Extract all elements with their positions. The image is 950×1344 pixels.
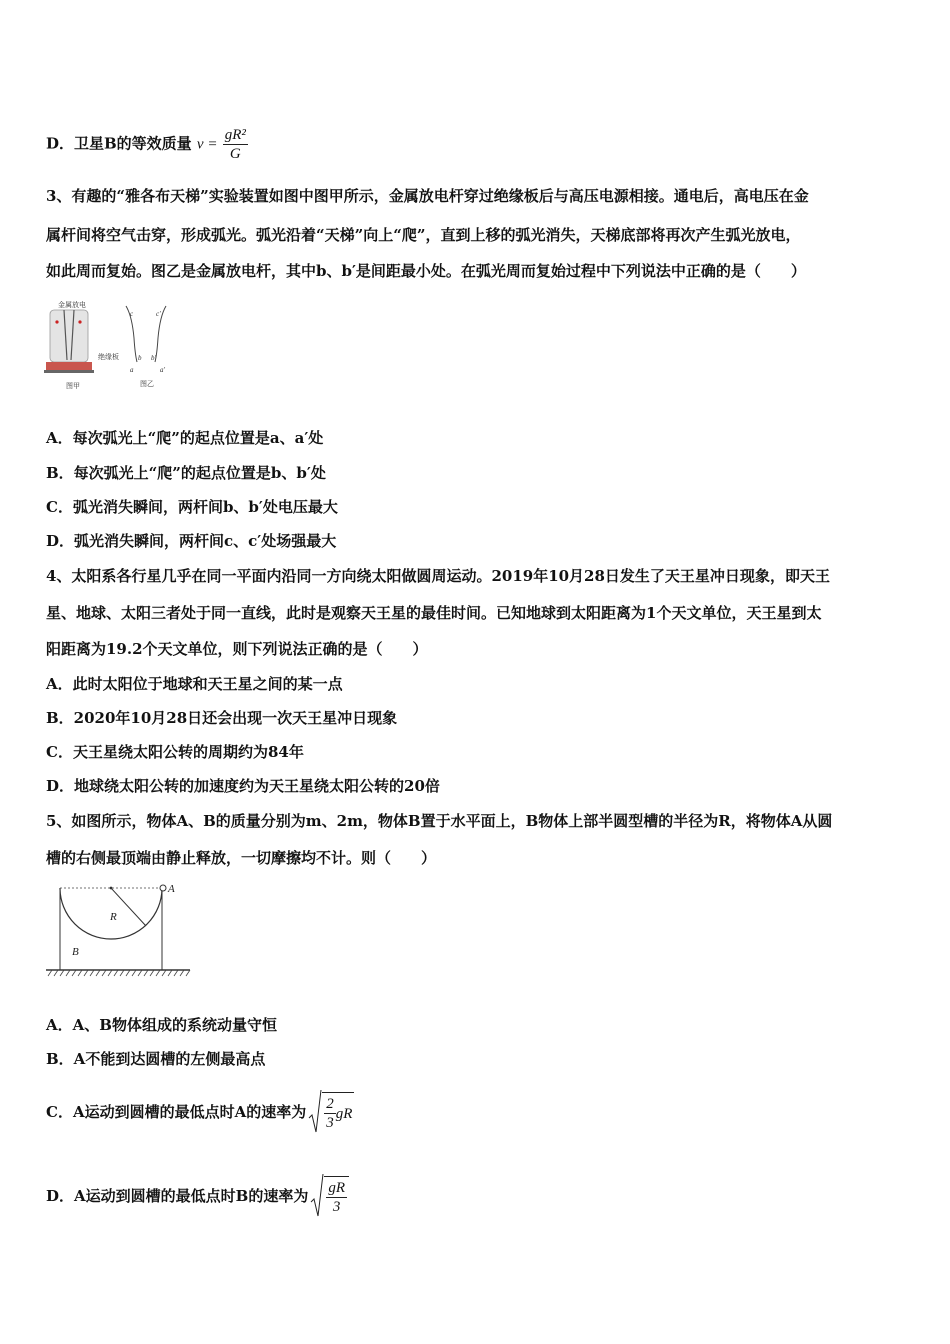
q3-figure (42, 298, 182, 396)
q4-line-2: 星、地球、太阳三者处于同一直线，此时是观察天王星的最佳时间。已知地球到太阳距离为1个天文单位，天王星到太 (46, 604, 822, 622)
label-A: A (168, 883, 175, 895)
q5-option-d (46, 1172, 349, 1220)
q5-line-2: 槽的右侧最顶端由静止释放，一切摩擦均不计。则（ ） (46, 849, 437, 867)
q3-option-a: A．每次弧光上“爬”的起点位置是a、a′处 (46, 429, 324, 447)
q3-option-b: B．每次弧光上“爬”的起点位置是b、b′处 (46, 464, 326, 482)
formula-numerator: gR² (224, 127, 246, 143)
frac-den-3: 3 (326, 1115, 334, 1131)
q5-figure (44, 880, 194, 980)
q4-option-b: B．2020年10月28日还会出现一次天王星冲日现象 (46, 709, 398, 727)
gR-over-3 (326, 1179, 347, 1216)
frac-num-gR: gR (328, 1180, 345, 1196)
option-d-prev-label: D．卫星B的等效质量 (46, 134, 192, 153)
q3-line-1: 3、有趣的“雅各布天梯”实验装置如图中图甲所示，金属放电杆穿过绝缘板后与高压电源相接。通电后，高电压在金 (46, 187, 809, 205)
q4-option-c: C．天王星绕太阳公转的周期约为84年 (46, 743, 304, 761)
q5-option-d-text: D．A运动到圆槽的最低点时B的速率为 (46, 1187, 309, 1205)
q5-option-a: A．A、B物体组成的系统动量守恒 (46, 1016, 277, 1034)
label-c: c (130, 310, 134, 318)
q3-line-3: 如此周而复始。图乙是金属放电杆，其中b、b′是间距最小处。在弧光周而复始过程中下列说法中正确的是（ ） (46, 262, 806, 280)
label-c2: c′ (156, 310, 161, 318)
option-d-prev (46, 126, 248, 163)
frac-den-3: 3 (332, 1199, 341, 1215)
label-R: R (110, 911, 117, 923)
insulating-plate (46, 362, 92, 370)
q3-option-c: C．弧光消失瞬间，两杆间b、b′处电压最大 (46, 498, 338, 516)
label-a2: a′ (160, 366, 166, 374)
gR-term: gR (335, 1105, 353, 1122)
label-b2: b′ (151, 354, 157, 362)
q5-option-c-text: C．A运动到圆槽的最低点时A的速率为 (46, 1103, 307, 1121)
label-B: B (72, 946, 79, 958)
label-plate: 绝缘板 (98, 353, 119, 361)
radical-sign (310, 1172, 324, 1220)
spark-dot (78, 320, 81, 323)
glass-tube (50, 310, 88, 362)
q3-line-2: 属杆间将空气击穿，形成弧光。弧光沿着“天梯”向上“爬”，直到上移的弧光消失，天梯底部将再次产生弧光放电， (46, 226, 801, 244)
q4-option-d: D．地球绕太阳公转的加速度约为天王星绕太阳公转的20倍 (46, 777, 440, 795)
formula-denominator: G (229, 146, 241, 162)
frac-num-2: 2 (326, 1096, 334, 1112)
ground-hatch (48, 970, 190, 976)
q4-line-3: 阳距离为19.2个天文单位，则下列说法正确的是（ ） (46, 640, 428, 658)
sqrt-gR-over-3 (310, 1172, 349, 1220)
radical-sign (308, 1088, 322, 1136)
sqrt-two-thirds-gR (308, 1088, 354, 1136)
base (44, 370, 94, 373)
label-b: b (138, 354, 142, 362)
q3-option-d: D．弧光消失瞬间，两杆间c、c′处场强最大 (46, 532, 337, 550)
label-a: a (130, 366, 134, 374)
q5-option-c (46, 1088, 354, 1136)
center-dot (110, 887, 113, 890)
label-figure-b: 图乙 (140, 380, 154, 388)
ball-a (160, 885, 166, 891)
formula-lhs: v = (196, 136, 218, 153)
spark-dot (55, 320, 58, 323)
label-figure-a: 图甲 (66, 382, 80, 390)
two-thirds (324, 1095, 336, 1132)
label-rod: 金属放电 (58, 301, 86, 309)
q5-option-b: B．A不能到达圆槽的左侧最高点 (46, 1050, 266, 1068)
formula-fraction (223, 126, 248, 163)
q4-option-a: A．此时太阳位于地球和天王星之间的某一点 (46, 675, 343, 693)
q5-line-1: 5、如图所示，物体A、B的质量分别为m、2m，物体B置于水平面上，B物体上部半圆型槽的半径为R，将物体A从圆 (46, 812, 833, 830)
q4-line-1: 4、太阳系各行星几乎在同一平面内沿同一方向绕太阳做圆周运动。2019年10月28日发生了天王星冲日现象，即天王 (46, 567, 830, 585)
